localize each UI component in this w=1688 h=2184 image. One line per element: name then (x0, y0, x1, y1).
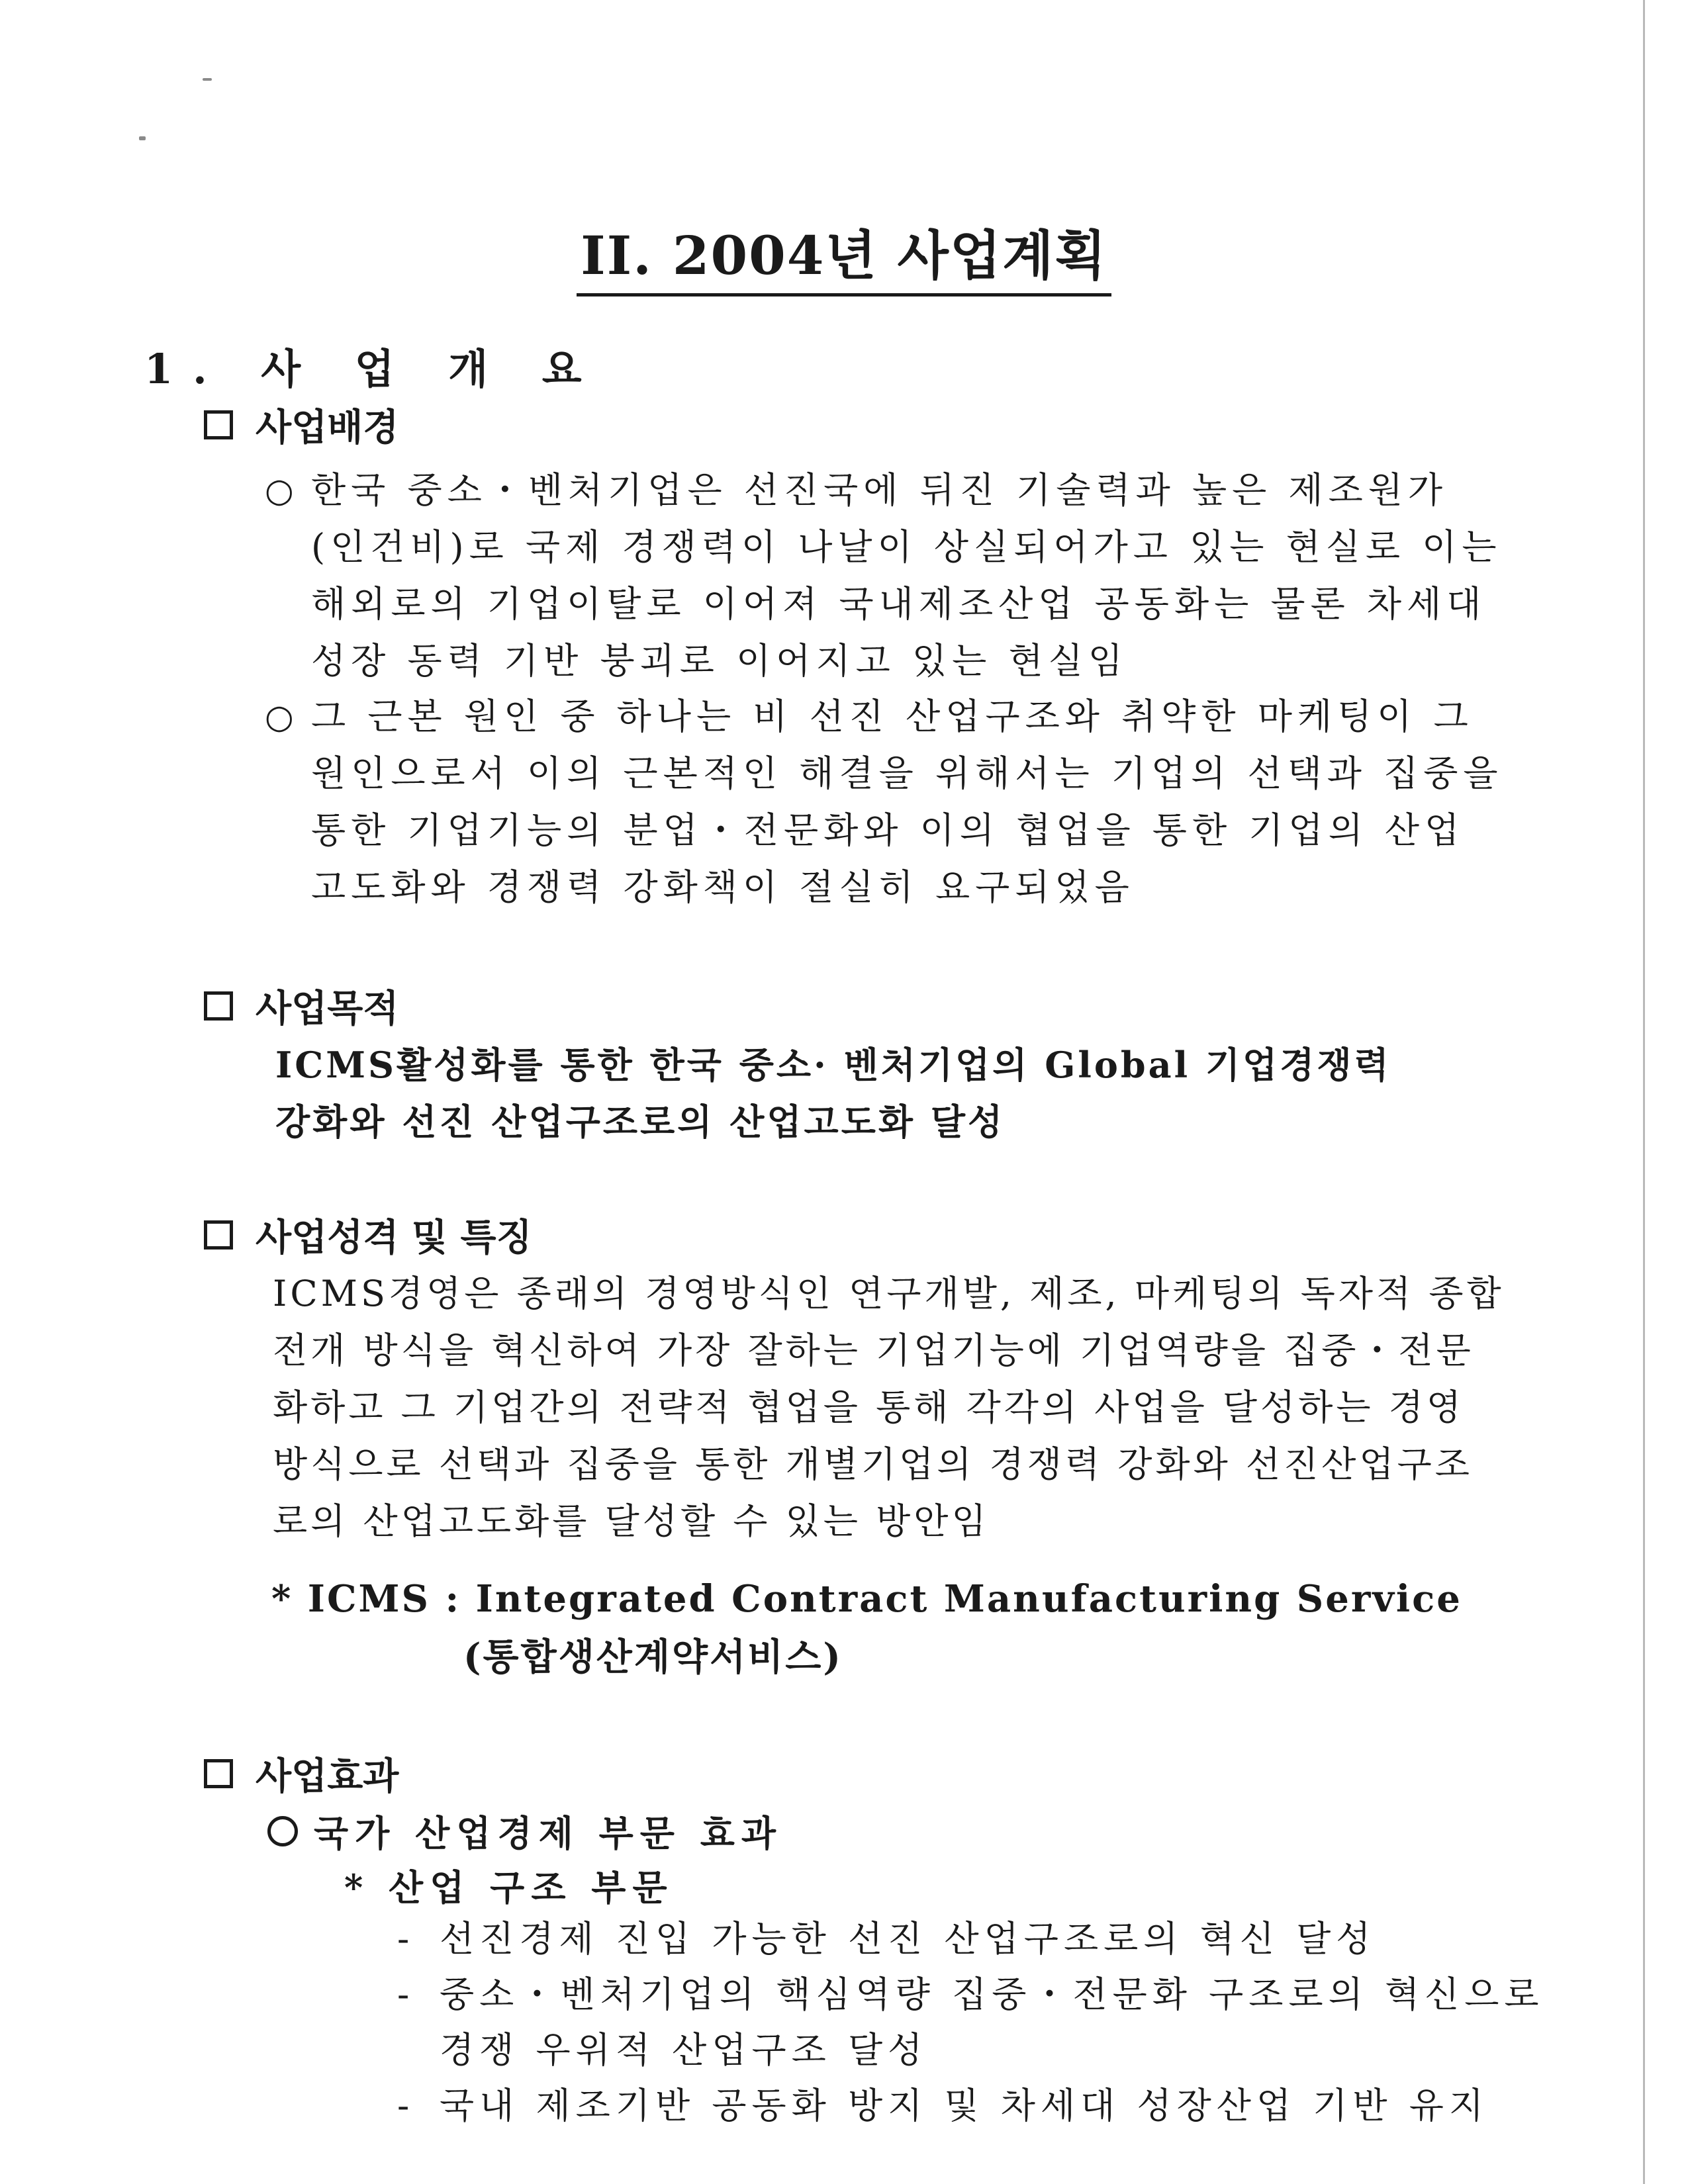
dash-marker: - (397, 1974, 415, 2015)
checkbox-square-icon (204, 1759, 233, 1788)
nature-line: 전개 방식을 혁신하여 가장 잘하는 기업기능에 기업역량을 집중・전문 (273, 1330, 1474, 1371)
bullet-line: 원인으로서 이의 근본적인 해결을 위해서는 기업의 선택과 집중을 (311, 752, 1503, 794)
scan-speck (203, 78, 212, 81)
scan-speck (139, 136, 146, 140)
bullet-line: 성장 동력 기반 붕괴로 이어지고 있는 현실임 (311, 640, 1128, 682)
dash-marker: - (397, 2085, 415, 2126)
background-bullet-2 (265, 688, 1503, 916)
background-heading (204, 398, 399, 451)
nature-line: 방식으로 선택과 집중을 통한 개별기업의 경쟁력 강화와 선진산업구조 (273, 1443, 1473, 1485)
icms-note-line-1: * ICMS : Integrated Contract Manufacturing Service (271, 1577, 1462, 1621)
purpose-heading (204, 979, 399, 1032)
nature-heading-label: 사업성격 및 특징 (256, 1216, 532, 1259)
bullet-line: 고도화와 경쟁력 강화책이 절실히 요구되었음 (311, 866, 1135, 908)
list-item (397, 1967, 1544, 2078)
bullet-line: (인건비)로 국제 경쟁력이 나날이 상실되어가고 있는 현실로 이는 (311, 526, 1502, 568)
bullet-line: 한국 중소・벤처기업은 선진국에 뒤진 기술력과 높은 제조원가 (311, 469, 1448, 511)
effects-subheading (267, 1805, 782, 1856)
purpose-text (275, 1036, 1391, 1150)
circle-bullet-icon (267, 1816, 298, 1846)
circle-bullet-icon: ○ (265, 698, 299, 736)
bullet-line: 해외로의 기업이탈로 이어져 국내제조산업 공동화는 물론 차세대 (311, 583, 1487, 625)
nature-heading (204, 1208, 532, 1261)
list-item-line: 경쟁 우위적 산업구조 달성 (440, 2029, 928, 2071)
bullet-line: 그 근본 원인 중 하나는 비 선진 산업구조와 취약한 마케팅이 그 (311, 696, 1474, 737)
effects-subheading-label: 국가 산업경제 부문 효과 (314, 1812, 783, 1854)
circle-bullet-icon: ○ (265, 471, 299, 510)
list-item-line: 중소・벤처기업의 핵심역량 집중・전문화 구조로의 혁신으로 (440, 1974, 1544, 2015)
dash-marker: - (397, 1918, 415, 1960)
purpose-line: 강화와 선진 산업구조로의 산업고도화 달성 (275, 1101, 1006, 1143)
section-heading: 1. 사 업 개 요 (144, 345, 602, 393)
icms-note (271, 1570, 1462, 1686)
background-bullet-1 (265, 462, 1502, 690)
list-item-line: 선진경제 진입 가능한 선진 산업구조로의 혁신 달성 (440, 1918, 1376, 1960)
page-title-wrap (0, 213, 1688, 296)
page-title: II. 2004년 사업계획 (577, 213, 1111, 296)
checkbox-square-icon (204, 991, 233, 1021)
effects-heading (204, 1747, 399, 1800)
effects-subsub-heading: * 산업 구조 부문 (344, 1866, 674, 1909)
nature-line: 로의 산업고도화를 달성할 수 있는 방안임 (273, 1500, 990, 1542)
checkbox-square-icon (204, 410, 233, 439)
nature-text (273, 1265, 1505, 1550)
scan-edge-line (1643, 0, 1645, 2184)
purpose-line: ICMS활성화를 통한 한국 중소· 벤처기업의 Global 기업경쟁력 (275, 1044, 1391, 1086)
effects-heading-label: 사업효과 (256, 1754, 399, 1798)
nature-line: ICMS경영은 종래의 경영방식인 연구개발, 제조, 마케팅의 독자적 종합 (273, 1273, 1505, 1314)
nature-line: 화하고 그 기업간의 전략적 협업을 통해 각각의 사업을 달성하는 경영 (273, 1387, 1465, 1428)
list-item (397, 1911, 1544, 1967)
bullet-line: 통한 기업기능의 분업・전문화와 이의 협업을 통한 기업의 산업 (311, 809, 1465, 851)
purpose-heading-label: 사업목적 (256, 987, 399, 1030)
list-item-line: 국내 제조기반 공동화 방지 및 차세대 성장산업 기반 유지 (440, 2085, 1489, 2126)
icms-note-line-2: (통합생산계약서비스) (463, 1635, 843, 1679)
effects-list (397, 1911, 1544, 2134)
background-heading-label: 사업배경 (256, 406, 399, 449)
checkbox-square-icon (204, 1220, 233, 1250)
list-item (397, 2078, 1544, 2134)
